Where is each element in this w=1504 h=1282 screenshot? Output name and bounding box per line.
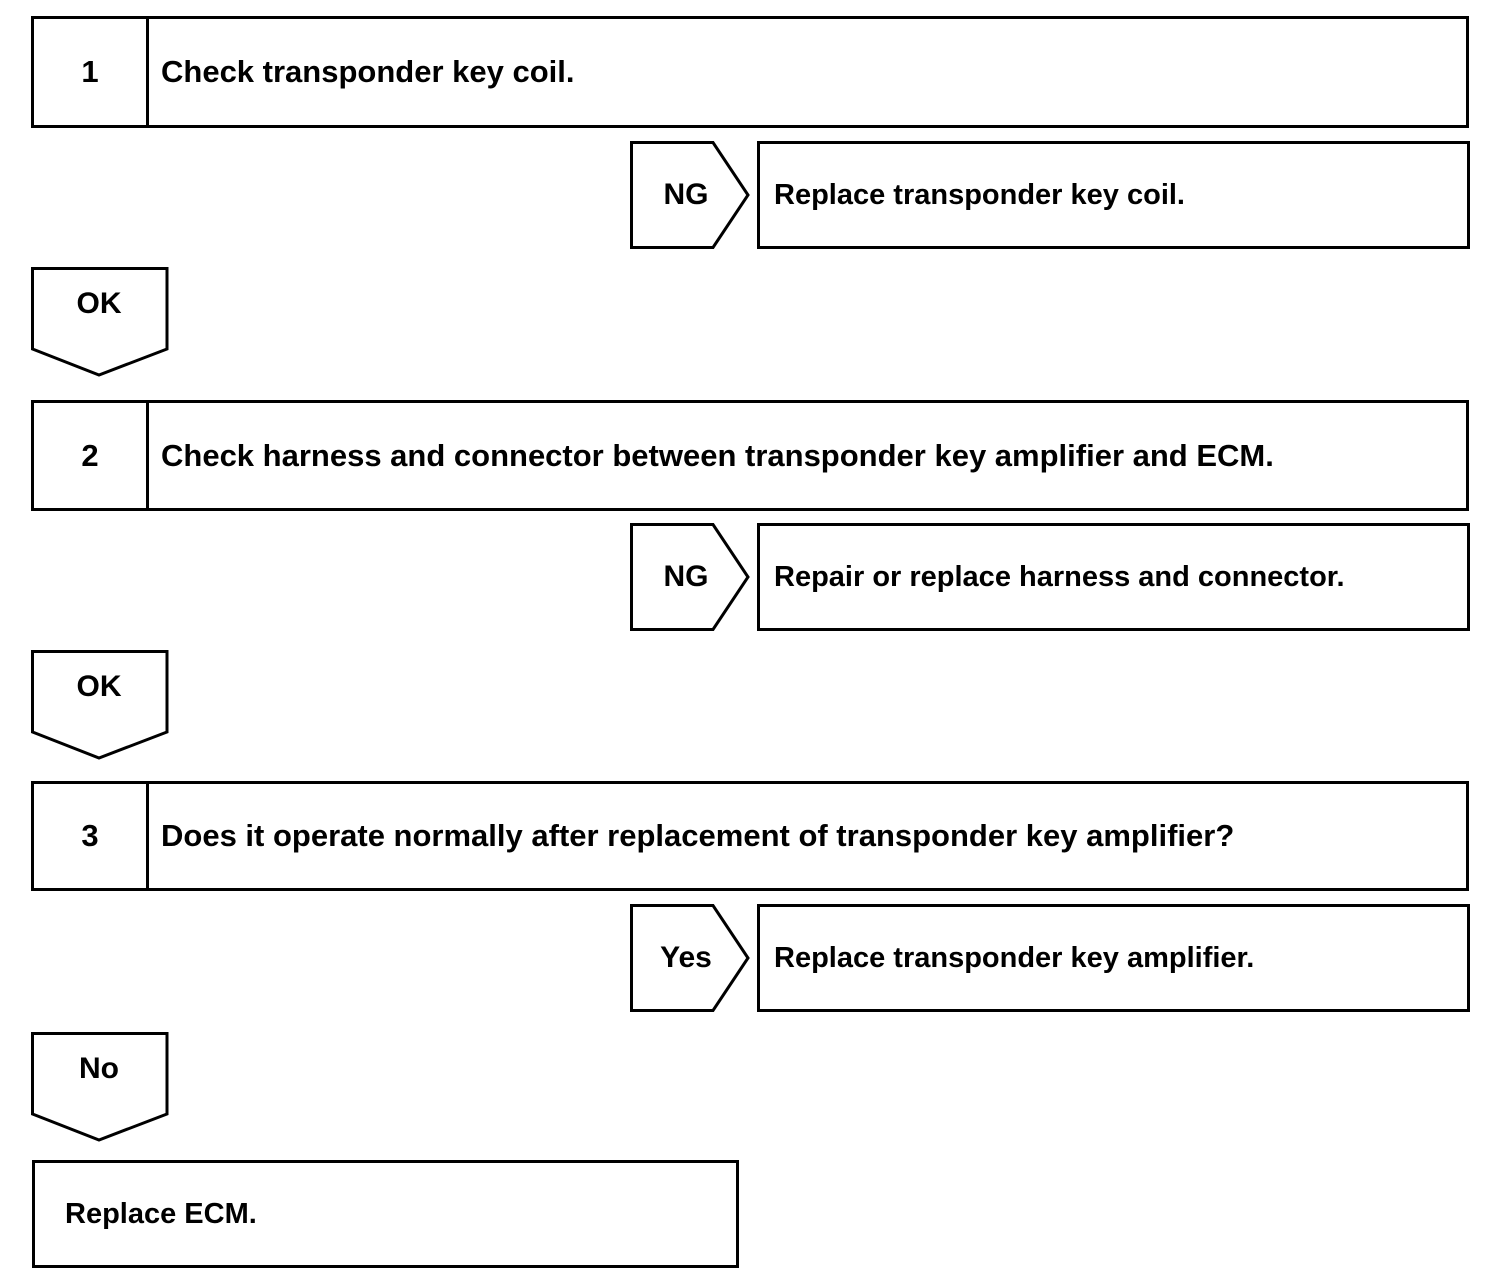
branch-3 (630, 904, 1470, 1012)
branch-1-tag-label: NG (663, 178, 709, 211)
step-2-number: 2 (34, 403, 149, 508)
branch-3-action: Replace transponder key amplifier. (757, 904, 1470, 1012)
branch-2-tag-label: NG (663, 560, 709, 593)
step-3-text: Does it operate normally after replacement of transponder key amplifier? (161, 818, 1235, 853)
step-3-number: 3 (34, 784, 149, 888)
step-1-text: Check transponder key coil. (161, 54, 575, 89)
down-arrow-tag-shape (31, 1032, 171, 1144)
flow-tag-1-label: OK (76, 287, 122, 320)
flow-tag-1 (31, 267, 171, 379)
branch-3-tag (630, 904, 752, 1012)
down-arrow-tag-shape (31, 650, 171, 762)
flow-tag-2-label: OK (76, 670, 122, 703)
branch-2-action: Repair or replace harness and connector. (757, 523, 1470, 631)
branch-1-tag (630, 141, 752, 249)
step-2-text: Check harness and connector between transponder key amplifier and ECM. (161, 437, 1274, 473)
final-action: Replace ECM. (32, 1160, 739, 1268)
branch-2 (630, 523, 1470, 631)
step-2-box (31, 400, 1469, 511)
step-1-box (31, 16, 1469, 128)
down-arrow-tag-shape (31, 267, 171, 379)
branch-2-tag (630, 523, 752, 631)
flow-tag-3 (31, 1032, 171, 1144)
branch-1-action: Replace transponder key coil. (757, 141, 1470, 249)
step-1-number: 1 (34, 19, 149, 125)
flow-tag-2 (31, 650, 171, 762)
flow-tag-3-label: No (79, 1052, 119, 1085)
branch-3-tag-label: Yes (660, 941, 712, 974)
branch-1 (630, 141, 1470, 249)
step-3-box (31, 781, 1469, 891)
